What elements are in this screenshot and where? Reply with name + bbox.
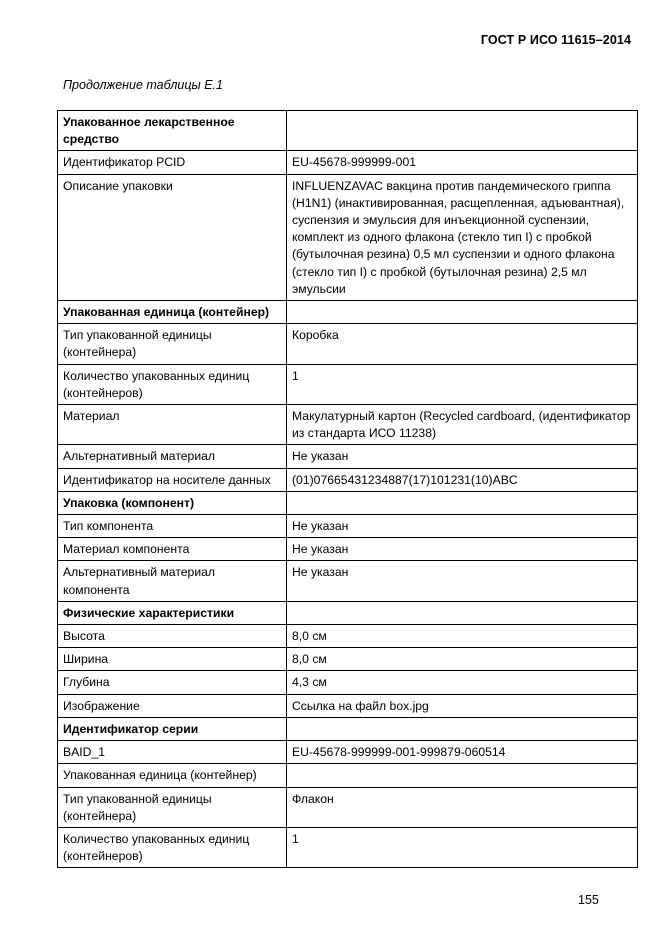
- row-value: [287, 717, 638, 740]
- row-label: Изображение: [58, 694, 287, 717]
- table-row: [58, 764, 638, 787]
- table-row: [58, 324, 638, 364]
- row-label: Описание упаковки: [58, 174, 287, 300]
- row-label: Количество упакованных единиц (контейнеров): [58, 364, 287, 404]
- row-value: INFLUENZAVAC вакцина против пандемического гриппа (H1N1) (инактивированная, расщепленная, адъювантная), суспензия и эмульсия для инъекционной суспензии, комплект из одного флакона (стекло тип I) с пробкой (бутылочная резина) 0,5 мл суспензии и одного флакона (стекло тип I) с пробкой (бутылочная резина) 2,5 мл эмульсии: [287, 174, 638, 300]
- table-row: [58, 827, 638, 867]
- row-value: 8,0 см: [287, 648, 638, 671]
- table-row: [58, 648, 638, 671]
- table-row: [58, 111, 638, 151]
- row-label: Идентификатор на носителе данных: [58, 468, 287, 491]
- table-row: [58, 491, 638, 514]
- row-label: Альтернативный материал: [58, 445, 287, 468]
- data-table: [57, 110, 638, 868]
- row-value: [287, 601, 638, 624]
- row-value: Не указан: [287, 515, 638, 538]
- page-number: 155: [578, 893, 599, 907]
- row-value: (01)07665431234887(17)101231(10)ABC: [287, 468, 638, 491]
- table-row: [58, 741, 638, 764]
- row-value: [287, 764, 638, 787]
- table-row: [58, 515, 638, 538]
- row-value: 1: [287, 827, 638, 867]
- table-row: [58, 787, 638, 827]
- table-row: [58, 561, 638, 601]
- row-value: 4,3 см: [287, 671, 638, 694]
- table-row: [58, 625, 638, 648]
- row-label: Физические характеристики: [58, 601, 287, 624]
- document-header: ГОСТ Р ИСО 11615–2014: [480, 33, 631, 47]
- row-label: Высота: [58, 625, 287, 648]
- table-row: [58, 301, 638, 324]
- row-label: Ширина: [58, 648, 287, 671]
- row-value: Коробка: [287, 324, 638, 364]
- row-label: Тип упакованной единицы (контейнера): [58, 324, 287, 364]
- row-value: [287, 301, 638, 324]
- row-value: Не указан: [287, 538, 638, 561]
- row-label: Упакованная единица (контейнер): [58, 301, 287, 324]
- row-value: Ссылка на файл box.jpg: [287, 694, 638, 717]
- table-row: [58, 364, 638, 404]
- row-value: EU-45678-999999-001-999879-060514: [287, 741, 638, 764]
- row-label: Количество упакованных единиц (контейнеров): [58, 827, 287, 867]
- table-row: [58, 717, 638, 740]
- row-value: Не указан: [287, 561, 638, 601]
- row-label: Упаковка (компонент): [58, 491, 287, 514]
- table-row: [58, 174, 638, 300]
- table-row: [58, 694, 638, 717]
- table-row: [58, 468, 638, 491]
- row-value: EU-45678-999999-001: [287, 151, 638, 174]
- row-label: Материал компонента: [58, 538, 287, 561]
- row-value: [287, 111, 638, 151]
- row-label: Упакованная единица (контейнер): [58, 764, 287, 787]
- row-value: Макулатурный картон (Recycled cardboard, (идентификатор из стандарта ИСО 11238): [287, 405, 638, 445]
- table-row: [58, 671, 638, 694]
- row-value: 8,0 см: [287, 625, 638, 648]
- row-label: BAID_1: [58, 741, 287, 764]
- table-row: [58, 538, 638, 561]
- row-label: Тип компонента: [58, 515, 287, 538]
- table-row: [58, 601, 638, 624]
- row-label: Упакованное лекарственное средство: [58, 111, 287, 151]
- table-row: [58, 151, 638, 174]
- table-row: [58, 445, 638, 468]
- row-value: 1: [287, 364, 638, 404]
- row-label: Тип упакованной единицы (контейнера): [58, 787, 287, 827]
- row-label: Глубина: [58, 671, 287, 694]
- table-row: [58, 405, 638, 445]
- row-label: Идентификатор серии: [58, 717, 287, 740]
- row-label: Альтернативный материал компонента: [58, 561, 287, 601]
- row-label: Материал: [58, 405, 287, 445]
- row-value: [287, 491, 638, 514]
- row-value: Не указан: [287, 445, 638, 468]
- table-caption: Продолжение таблицы Е.1: [63, 78, 223, 92]
- row-value: Флакон: [287, 787, 638, 827]
- row-label: Идентификатор PCID: [58, 151, 287, 174]
